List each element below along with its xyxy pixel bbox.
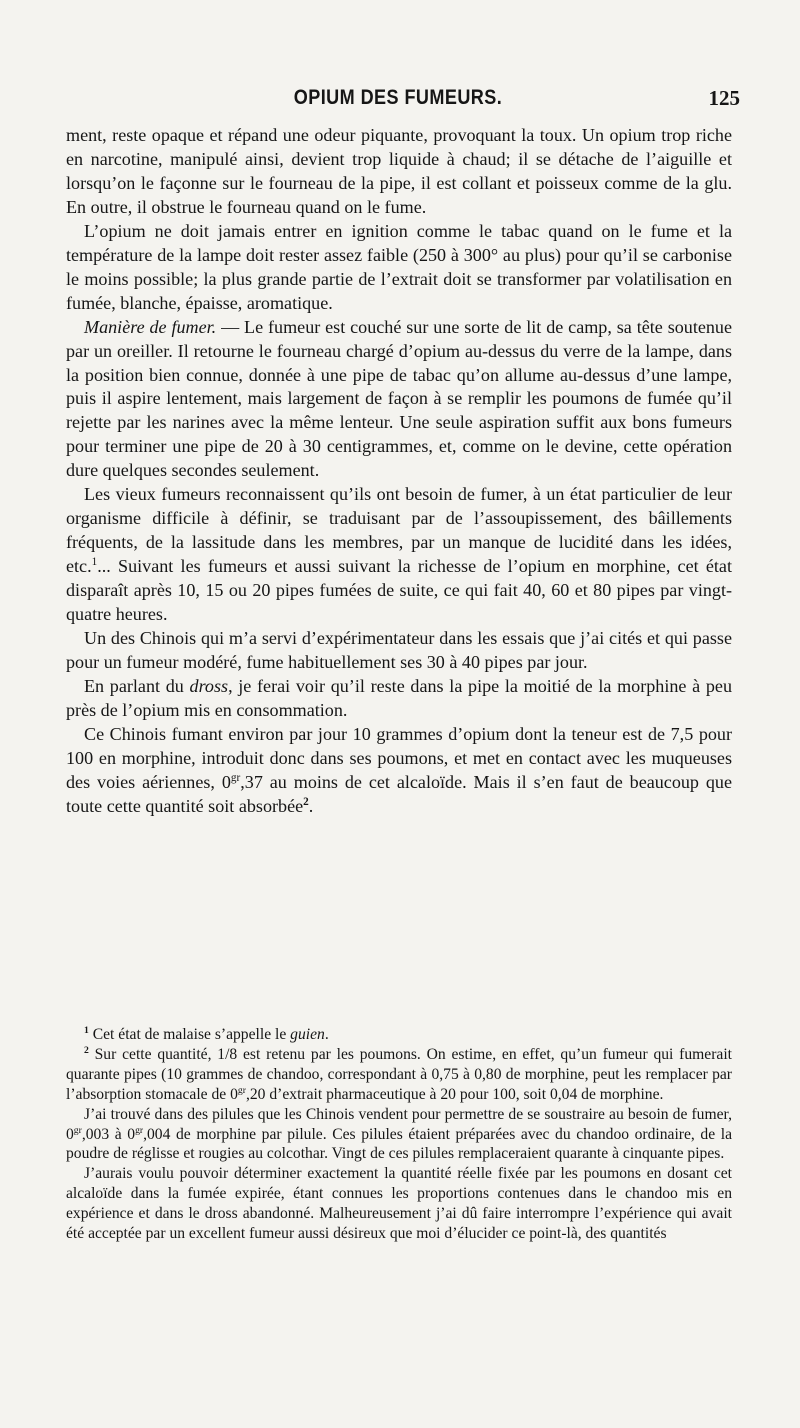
paragraph: Les vieux fumeurs reconnaissent qu’ils ont besoin de fumer, à un état particulier de leur organisme difficile à définir, se traduisant par de l’assoupissement, des bâillements fréquents, de la lassitude dans les membres, par un manque de lucidité dans les idées, etc.$^1$... Suivant les fumeurs et aussi suivant la richesse de l’opium en morphine, cet état disparaît après 10, 15 ou 20 pipes fumées de suite, ce qui fait 40, 60 et 80 pipes par vingt-quatre heures.: [66, 484, 732, 625]
footnote: J’ai trouvé dans des pilules que les Chinois vendent pour permettre de se soustraire au besoin de fumer, $0^{gr},003$ à $0^{gr},004$ de morphine par pilule. Ces pilules étaient préparées avec du chandoo ordinaire, de la poudre de réglisse et rougies au colcothar. Vingt de ces pilules remplaceraient quarante à cinquante pipes.: [66, 1105, 732, 1163]
unit-superscript: gr: [230, 771, 241, 784]
footnote-reference: 1: [91, 556, 98, 569]
footnotes: [66, 1025, 732, 1244]
paragraph: ment, reste opaque et répand une odeur piquante, provoquant la toux. Un opium trop riche en narcotine, manipulé ainsi, devient trop liquide à chaud; il se détache de l’aiguille et lorsqu’on le façonne sur le fourneau de la pipe, il est collant et poisseux comme de la glu. En outre, il obstrue le fourneau quand on le fume.: [66, 125, 732, 217]
running-title: OPIUM DES FUMEURS.: [293, 86, 503, 109]
paragraph: L’opium ne doit jamais entrer en ignition comme le tabac quand on le fume et la température de la lampe doit rester assez faible (250 à 300° au plus) pour qu’il se carbonise le moins possible; la plus grande partie de l’extrait doit se transformer par volatilisation en fumée, blanche, épaisse, aromatique.: [66, 220, 732, 313]
italic-term: dross: [189, 675, 229, 696]
paragraph: Un des Chinois qui m’a servi d’expérimentateur dans les essais que j’ai cités et qui passe pour un fumeur modéré, fume habituellement ses 30 à 40 pipes par jour.: [66, 628, 732, 672]
footnote: $^1$ Cet état de malaise s’appelle le guien.: [84, 1024, 329, 1043]
footnote-mark: 2: [84, 1044, 89, 1056]
unit-superscript: gr: [135, 1124, 144, 1136]
section-heading: Manière de fumer.: [84, 316, 217, 337]
paragraph: Ce Chinois fumant environ par jour 10 grammes d’opium dont la teneur est de 7,5 pour 100 en morphine, introduit donc dans ses poumons, et met en contact avec les muqueuses des voies aériennes, $0^{gr},37$ au moins de cet alcaloïde. Mais il s’en faut de beaucoup que toute cette quantité soit absorbée$^2$.: [66, 723, 732, 816]
unit-superscript: gr: [73, 1124, 82, 1136]
italic-term: guien: [290, 1026, 325, 1043]
paragraph: En parlant du dross, je ferai voir qu’il reste dans la pipe la moitié de la morphine à peu près de l’opium mis en consommation.: [66, 675, 732, 720]
footnote-reference: 2: [303, 795, 309, 808]
main-text: [66, 124, 732, 819]
page-number: 125: [708, 86, 740, 110]
unit-superscript: gr: [237, 1084, 246, 1096]
paragraph: Manière de fumer. — Le fumeur est couché sur une sorte de lit de camp, sa tête soutenue par un oreiller. Il retourne le fourneau chargé d’opium au-dessus du verre de la lampe, dans la position bien connue, donnée à une pipe de tabac qu’on allume au-dessus d’une lampe, puis il aspire lentement, mais largement de façon à se remplir les poumons de fumée qu’il rejette par les narines avec la même lenteur. Une seule aspiration suffit aux bons fumeurs pour terminer une pipe de 20 à 30 centigrammes, et, comme on le devine, cette opération dure quelques secondes seulement.: [66, 316, 733, 481]
footnote: $^2$ Sur cette quantité, 1/8 est retenu par les poumons. On estime, en effet, qu’un fumeur qui fumerait quarante pipes (10 grammes de chandoo, correspondant à 0,75 à 0,80 de morphine, peut les remplacer par l’absorption stomacale de $0^{gr},20$ d’extrait pharmaceutique à 20 pour 100, soit 0,04 de morphine.: [66, 1044, 732, 1103]
footnote-mark: 1: [84, 1024, 89, 1036]
footnote: J’aurais voulu pouvoir déterminer exactement la quantité réelle fixée par les poumons en dosant cet alcaloïde dans la fumée expirée, étant connues les proportions contenues dans le chandoo mis en expérience et dans le dross abandonné. Malheureusement j’ai dû faire interrompre l’expérience qui avait été acceptée par un excellent fumeur aussi désireux que moi d’élucider ce point-là, des quantités: [66, 1165, 732, 1243]
page-header: [56, 86, 740, 120]
